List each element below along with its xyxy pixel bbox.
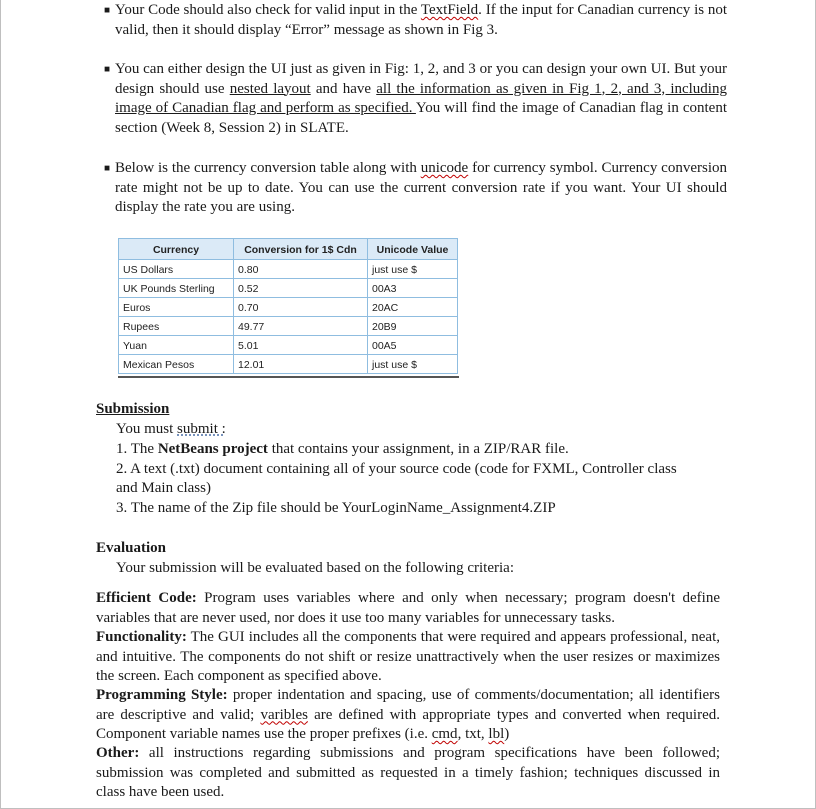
bullet-paragraph-ui-design <box>105 60 727 138</box>
criterion-text: Program uses variables where and only when necessary; program doesn't define variables that are never used, nor does it use too many variables for unnecessary tasks. <box>96 590 721 626</box>
table-cell: UK Pounds Sterling <box>119 279 234 298</box>
submission-item-3: 3. The name of the Zip file should be YourLoginName_Assignment4.ZIP <box>116 500 556 516</box>
table-cell: 5.01 <box>234 336 368 355</box>
table-cell: Yuan <box>119 336 234 355</box>
underlined-text: all the information as given in Fig 1, 2, and 3, including image of Canadian flag and perform as specified. <box>115 80 727 116</box>
text-run: You must <box>116 421 178 437</box>
bullet-paragraph-conversion-table <box>105 159 727 218</box>
bold-text: NetBeans project <box>157 441 268 457</box>
bullet-text <box>105 1 727 40</box>
grammar-flag-colon: : <box>217 421 226 437</box>
submission-item-2-line-2: and Main class) <box>116 480 211 496</box>
table-cell: 0.80 <box>234 260 368 279</box>
table-cell: 0.70 <box>234 298 368 317</box>
table-row <box>119 355 458 374</box>
text-run: Your Code should also check for valid input in the <box>115 2 421 18</box>
table-row <box>119 298 458 317</box>
underlined-text: nested layout <box>229 80 311 97</box>
text-run: and have <box>310 80 377 97</box>
table-cell: 00A3 <box>368 279 458 298</box>
spellcheck-word: unicode <box>420 160 469 176</box>
table-cell: Euros <box>119 298 234 317</box>
submission-heading: Submission <box>96 401 170 417</box>
grammar-flag-word: submit <box>177 421 218 437</box>
table-cell: 12.01 <box>234 355 368 374</box>
bullet-text <box>105 159 727 218</box>
bullet-square-icon: ■ <box>104 5 111 16</box>
spellcheck-word: lbl <box>488 726 505 742</box>
spellcheck-word: varibles <box>260 706 308 723</box>
criterion-label: Other: <box>96 745 140 761</box>
text-run: Below is the currency conversion table along with <box>115 160 421 176</box>
bullet-text <box>105 60 727 138</box>
currency-conversion-table <box>118 238 458 374</box>
spellcheck-word: cmd <box>431 726 458 742</box>
column-header-currency: Currency <box>119 239 234 260</box>
text-run: . If the input for Canadian currency is not valid, then it should display “Error” message as shown in Fig 3. <box>115 2 728 38</box>
table-row <box>119 336 458 355</box>
text-run: You can either design the UI just as given in Fig: 1, 2, and 3 or you can design your own UI. But your design should use <box>115 61 727 97</box>
table-row <box>119 279 458 298</box>
text-run: 1. The <box>116 441 158 457</box>
bullet-paragraph-input-validation <box>105 1 727 40</box>
criterion-text: ) <box>504 726 510 742</box>
text-run: that contains your assignment, in a ZIP/RAR file. <box>267 441 569 457</box>
criterion-efficient-code <box>96 589 720 628</box>
criterion-functionality <box>96 628 720 687</box>
spellcheck-word: TextField <box>420 2 479 18</box>
table-cell: Mexican Pesos <box>119 355 234 374</box>
column-header-unicode: Unicode Value <box>368 239 458 260</box>
evaluation-heading: Evaluation <box>96 540 167 556</box>
text-run: You will find the image of Canadian flag in content section (Week 8, Session 2) in SLATE. <box>115 100 727 136</box>
submission-item-2-line-1: 2. A text (.txt) document containing all of your source code (code for FXML, Controller class <box>116 461 677 477</box>
table-row <box>119 260 458 279</box>
criterion-text: proper indentation and spacing, use of comments/documentation; all identifiers are descriptive and valid; <box>96 687 720 723</box>
table-cell: 0.52 <box>234 279 368 298</box>
criterion-text: , txt, <box>457 726 489 742</box>
text-run: for currency symbol. Currency conversion rate might not be up to date. You can use the current conversion rate if you want. Your UI should display the rate you are using. <box>115 160 727 215</box>
table-bottom-rule <box>118 376 459 378</box>
table-cell: Rupees <box>119 317 234 336</box>
criterion-text: all instructions regarding submissions and program specifications have been followed; submission was completed and submitted as requested in a timely fashion; techniques discussed in class have been used. <box>96 745 720 800</box>
table-row <box>119 317 458 336</box>
submission-item-1 <box>116 440 569 460</box>
criterion-text: The GUI includes all the components that were required and appears professional, neat, and intuitive. The components do not shift or resize unattractively when the user resizes or maximizes the screen. Each component as specified above. <box>96 629 720 684</box>
criterion-label: Functionality: <box>96 629 187 645</box>
table-cell: 49.77 <box>234 317 368 336</box>
criterion-programming-style <box>96 686 720 745</box>
criterion-text: are defined with appropriate types and converted when required. Component variable names use the proper prefixes (i.e. <box>96 706 720 742</box>
criterion-label: Programming Style: <box>96 687 228 703</box>
criterion-label: Efficient Code: <box>96 590 197 606</box>
table-header-row <box>119 239 458 260</box>
table-cell: just use $ <box>368 260 458 279</box>
criterion-other <box>96 744 720 803</box>
table-cell: just use $ <box>368 355 458 374</box>
table-cell: US Dollars <box>119 260 234 279</box>
column-header-conversion: Conversion for 1$ Cdn <box>234 239 368 260</box>
table-cell: 20B9 <box>368 317 458 336</box>
bullet-square-icon: ■ <box>104 163 111 174</box>
table-cell: 00A5 <box>368 336 458 355</box>
submission-intro <box>116 420 226 440</box>
table-cell: 20AC <box>368 298 458 317</box>
bullet-square-icon: ■ <box>104 64 111 75</box>
evaluation-intro: Your submission will be evaluated based on the following criteria: <box>116 560 514 576</box>
